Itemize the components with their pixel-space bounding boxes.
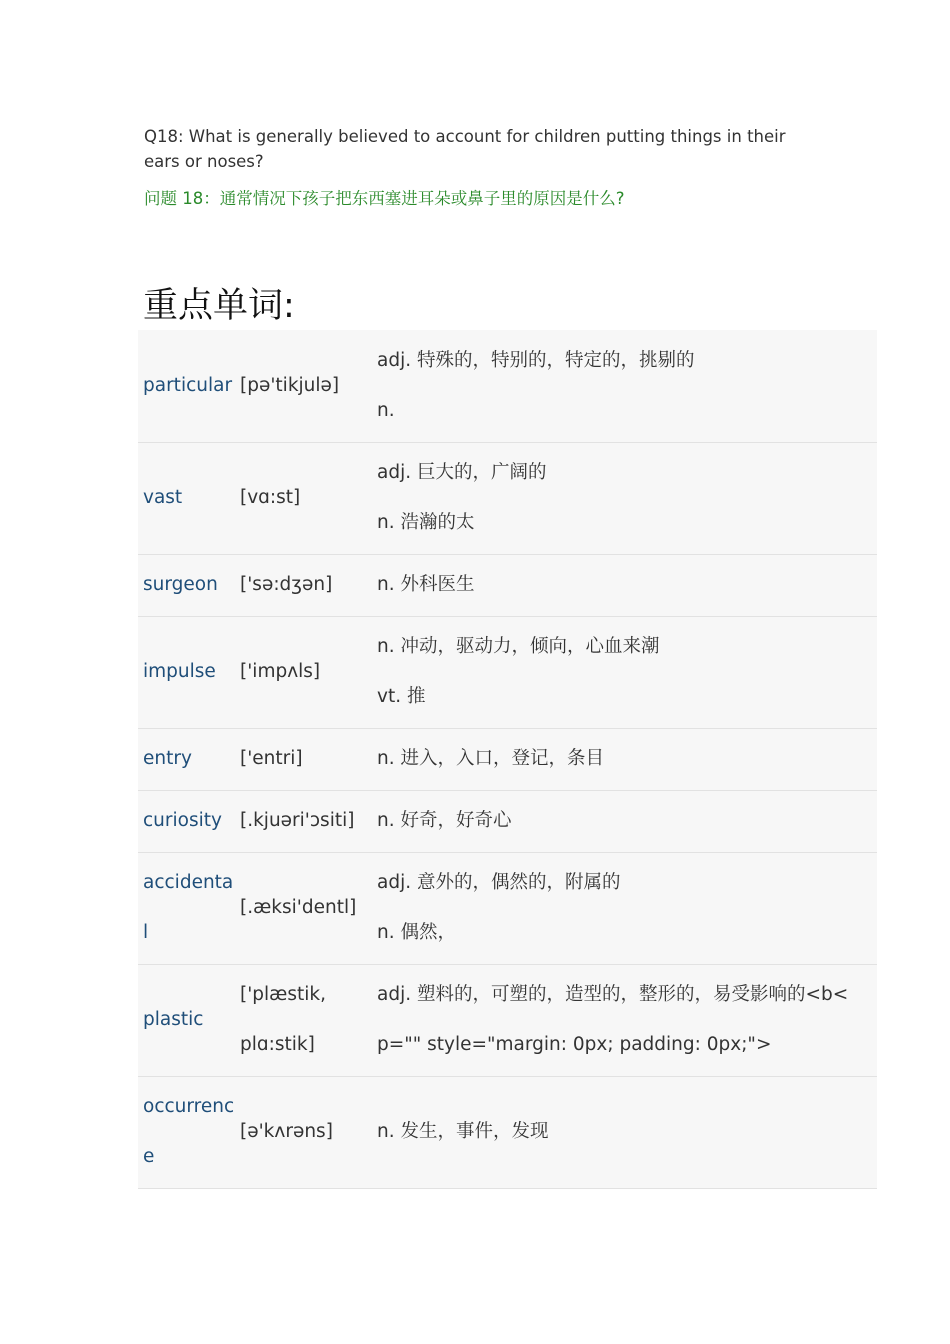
table-row	[138, 728, 877, 790]
table-row	[138, 554, 877, 616]
definition-line: n. 进入，入口，登记，条目	[377, 748, 604, 769]
vocab-heading: 重点单词:	[143, 286, 295, 326]
definition-line: n. 冲动，驱动力，倾向，心血来潮	[377, 636, 660, 657]
table-row	[138, 790, 877, 852]
phonetic: [pə'tikjulə]	[236, 330, 372, 442]
table-row	[138, 1076, 877, 1188]
definition-line: adj. 特殊的，特别的，特定的，挑剔的	[377, 349, 695, 371]
word: surgeon	[138, 554, 236, 616]
definition-line: n. 偶然，	[377, 922, 456, 943]
definition-line: n. 好奇，好奇心	[377, 810, 512, 831]
definition	[372, 442, 877, 554]
word: entry	[138, 728, 236, 790]
definition-line: adj. 巨大的，广阔的	[377, 462, 547, 483]
definition	[372, 728, 877, 790]
word: curiosity	[138, 790, 236, 852]
phonetic: ['entri]	[236, 728, 372, 790]
definition	[372, 852, 877, 964]
phonetic: [.æksi'dentl]	[236, 852, 372, 964]
definition-line: adj. 意外的，偶然的，附属的	[377, 872, 621, 893]
definition-line: n. 外科医生	[377, 574, 475, 595]
phonetic: [.kjuəri'ɔsiti]	[236, 790, 372, 852]
definition-line: adj. 塑料的，可塑的，造型的，整形的，易受影响的<b<	[377, 984, 849, 1005]
vocab-table	[138, 330, 877, 1189]
word: particular	[138, 330, 236, 442]
definition-line: n. 浩瀚的太	[377, 512, 475, 533]
definition-line: n.	[377, 399, 395, 421]
word: impulse	[138, 616, 236, 728]
question-english: Q18: What is generally believed to account for children putting things in their ears or noses?	[144, 127, 786, 171]
definition-line: p="" style="margin: 0px; padding: 0px;">	[377, 1034, 772, 1055]
phonetic: ['sə:dʒən]	[236, 554, 372, 616]
definition	[372, 330, 877, 442]
word: occurrence	[138, 1076, 236, 1188]
definition	[372, 790, 877, 852]
phonetic: [vɑ:st]	[236, 442, 372, 554]
definition	[372, 1076, 877, 1188]
table-row	[138, 852, 877, 964]
table-row	[138, 442, 877, 554]
table-row	[138, 616, 877, 728]
phonetic: ['impʌls]	[236, 616, 372, 728]
definition	[372, 616, 877, 728]
word: vast	[138, 442, 236, 554]
definition-line: n. 发生，事件，发现	[377, 1121, 549, 1142]
phonetic: ['plæstik, plɑ:stik]	[236, 964, 372, 1076]
definition-line: vt. 推	[377, 686, 426, 707]
phonetic: [ə'kʌrəns]	[236, 1076, 372, 1188]
table-row	[138, 330, 877, 442]
question-chinese: 问题 18：通常情况下孩子把东西塞进耳朵或鼻子里的原因是什么?	[144, 189, 625, 208]
word: accidental	[138, 852, 236, 964]
table-row	[138, 964, 877, 1076]
definition	[372, 554, 877, 616]
definition	[372, 964, 877, 1076]
word: plastic	[138, 964, 236, 1076]
